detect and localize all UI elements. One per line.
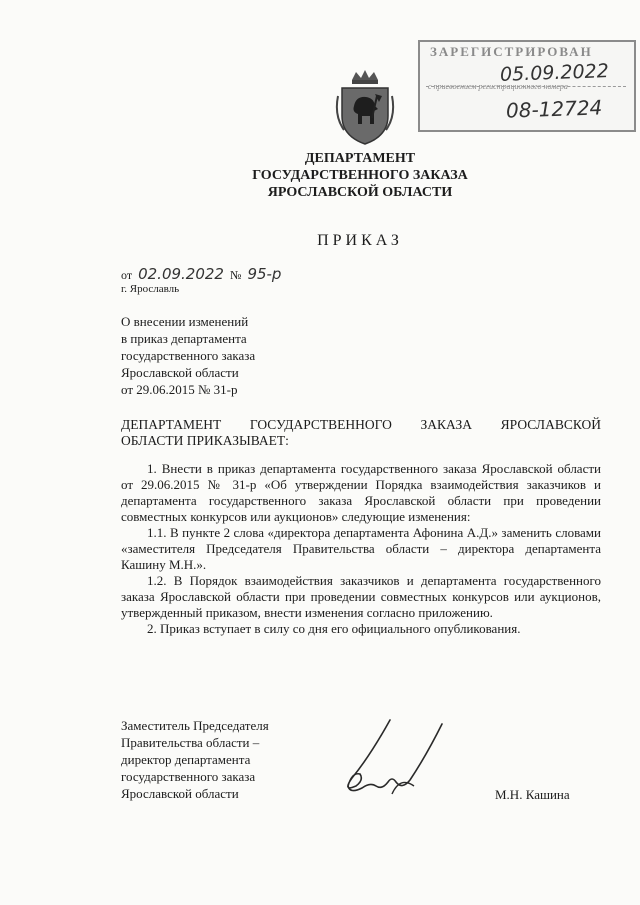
subject-line: Ярославской области — [121, 365, 239, 380]
subject-line: от 29.06.2015 № 31-р — [121, 382, 238, 397]
department-line: ДЕПАРТАМЕНТ — [304, 151, 416, 166]
stamp-title: ЗАРЕГИСТРИРОВАН — [430, 44, 593, 59]
subject-line: О внесении изменений — [121, 314, 249, 329]
order-number: 95-р — [247, 265, 282, 283]
signatory-name: М.Н. Кашина — [495, 787, 570, 802]
handwritten-signature — [330, 716, 450, 804]
decree-line: ДЕПАРТАМЕНТ ГОСУДАРСТВЕННОГО ЗАКАЗА ЯРОСЛАВСКОЙ — [121, 417, 601, 432]
body-paragraph: 1.1. В пункте 2 слова «директора департамента Афонина А.Д.» заменить словами «заместителя Председателя Правительства области – директора департамента Кашину М.Н.». — [121, 525, 601, 572]
document-type: ПРИКАЗ — [317, 232, 403, 249]
body-paragraph: 2. Приказ вступает в силу со дня его официального опубликования. — [147, 621, 521, 636]
decree-line: ОБЛАСТИ ПРИКАЗЫВАЕТ: — [121, 433, 289, 448]
department-heading — [215, 150, 505, 201]
document-body — [121, 461, 601, 637]
department-line: ГОСУДАРСТВЕННОГО ЗАКАЗА — [252, 168, 468, 183]
signatory-title-line: Ярославской области — [121, 786, 239, 801]
stamp-number: 08-12724 — [505, 95, 603, 123]
stamp-underline — [426, 86, 626, 87]
from-label: от — [121, 268, 133, 282]
signatory-title — [121, 717, 269, 802]
subject-block — [121, 313, 255, 398]
number-label: № — [229, 268, 242, 282]
order-date: 02.09.2022 — [138, 265, 224, 283]
order-date-line — [121, 265, 281, 283]
department-line: ЯРОСЛАВСКОЙ ОБЛАСТИ — [267, 185, 453, 200]
signatory-title-line: государственного заказа — [121, 769, 256, 784]
subject-line: государственного заказа — [121, 348, 256, 363]
city: г. Ярославль — [121, 283, 180, 295]
signatory-title-line: Правительства области – — [121, 735, 260, 750]
body-paragraph: 1.2. В Порядок взаимодействия заказчиков и департамента государственного заказа Ярославской области при проведении совместных конкурсов или аукционов, утвержденный приказом, внести изменения согласно приложению. — [121, 573, 601, 620]
stamp-date: 05.09.2022 — [499, 60, 610, 86]
signatory-title-line: Заместитель Председателя — [121, 718, 269, 733]
registration-stamp — [418, 40, 636, 132]
coat-of-arms-icon — [330, 66, 400, 148]
signatory-title-line: директор департамента — [121, 752, 251, 767]
stamp-caption: с присвоением регистрационного номера — [428, 82, 568, 91]
body-paragraph: 1. Внести в приказ департамента государственного заказа Ярославской области от 29.06.2015 № 31-р «Об утверждении Порядка взаимодействия заказчиков и департамента государственного заказа Ярославской области при проведении совместных конкурсов или аукционов» следующие изменения: — [121, 461, 601, 524]
subject-line: в приказ департамента — [121, 331, 247, 346]
